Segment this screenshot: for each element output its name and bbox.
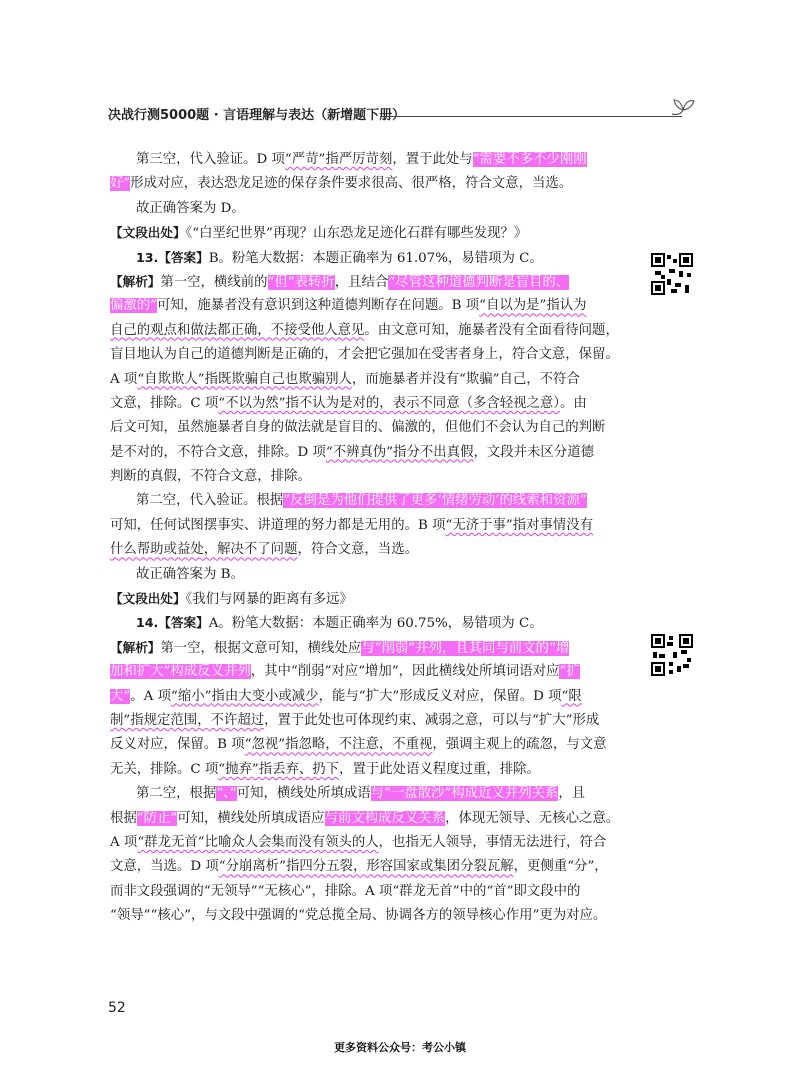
text-span: 可知，横线处所填成语应: [177, 810, 325, 826]
highlighted-text: 好”: [110, 176, 131, 192]
text-span: 是不对的，不符合文意，排除。D 项: [110, 444, 326, 460]
label-text: 14.【答案】: [136, 615, 209, 631]
text-line: [110, 904, 630, 928]
text-line: [110, 514, 630, 538]
text-span: ，能与“扩大”形成反义对应，保留。D 项: [318, 688, 562, 704]
text-span: ，其中“削弱”对应“增加”，因此横线处所填词语对应: [250, 664, 560, 680]
footer-note: 更多资料公众号：考公小镇: [334, 1041, 466, 1054]
text-span: ，且结合: [334, 274, 389, 290]
text-line: [110, 855, 630, 879]
text-line: [110, 343, 630, 367]
text-line: [110, 319, 630, 343]
text-line: [110, 587, 630, 611]
underlined-text: “群龙无首”比喻众人会集而没有领头的人: [137, 834, 379, 850]
text-line: [110, 392, 630, 416]
text-line: [110, 538, 630, 562]
highlighted-text: 大”: [110, 688, 131, 704]
text-span: 故正确答案为 B。: [136, 566, 244, 582]
text-span: ，且: [558, 786, 586, 802]
text-span: 第二空，根据: [136, 786, 217, 802]
text-span: 。由: [560, 395, 587, 411]
text-span: 。由文意可知，施暴者没有全面看待问题，: [364, 322, 619, 338]
underlined-text: “不辨真伪”指分不出真假: [325, 444, 474, 460]
text-span: 第三空，代入验证。D 项: [136, 152, 285, 167]
explanation-body: [110, 148, 630, 929]
text-span: “领导”“核心”，与文段中强调的“党总揽全局、协调各方的领导核心作用”更为对应。: [110, 908, 607, 924]
underlined-text: “自以为是”指认为: [479, 298, 587, 314]
text-line: [110, 294, 630, 318]
text-span: A。粉笔大数据：本题正确率为 60.75%，易错项为 C。: [208, 616, 543, 632]
text-line: [110, 172, 630, 196]
text-span: A 项: [110, 371, 138, 387]
text-line: [110, 733, 630, 757]
text-line: [110, 148, 630, 172]
text-span: 。A 项: [130, 688, 171, 704]
text-span: A 项: [110, 834, 138, 850]
highlighted-text: 加和扩大”构成反义并列: [110, 664, 251, 680]
text-span: 第二空，代入验证。根据: [136, 493, 284, 509]
text-line: [110, 270, 630, 294]
highlighted-text: 与“一盘散沙”构成近义并列关系: [370, 786, 559, 802]
qr-code-icon[interactable]: [651, 253, 693, 295]
text-span: 《我们与网暴的距离有多远》: [185, 592, 353, 608]
text-span: 反义对应，保留。B 项: [110, 737, 245, 753]
sprout-icon: [668, 94, 698, 120]
label-text: 【解析】: [110, 639, 161, 655]
text-span: ，体现无领导、无核心之意。: [445, 810, 620, 826]
text-line: [110, 880, 630, 904]
text-span: 第一空，横线前的: [160, 274, 268, 290]
text-line: [110, 563, 630, 587]
text-span: 判断的真假，不符合文意，排除。: [110, 469, 311, 485]
text-line: [110, 660, 630, 684]
text-span: ，置于此处也可体现约束、减弱之意，可以与“扩大”形成: [264, 712, 600, 728]
text-line: [110, 489, 630, 513]
underlined-text: “自欺欺人”指既欺骗自己也欺骗别人: [137, 371, 352, 387]
underlined-text: “限: [561, 688, 582, 704]
text-line: [110, 758, 630, 782]
highlighted-text: “、”: [216, 786, 237, 802]
label-text: 【解析】: [110, 273, 161, 289]
text-span: ，也指无人领导，事情无法进行，符合: [378, 834, 607, 850]
text-span: 文意，排除。C 项: [110, 395, 219, 411]
underlined-text: “无济于事”指对事情没有: [445, 517, 594, 533]
text-span: ，符合文意，当选。: [297, 542, 418, 558]
text-line: [110, 221, 630, 245]
highlighted-text: 与前文构成反义关系: [324, 810, 446, 826]
underlined-text: 自己的观点和做法都正确，不接受他人意见: [110, 322, 365, 338]
underlined-text: “不以为然”指不认为是对的，表示不同意（多含轻视之意）: [218, 395, 561, 411]
highlighted-text: “反倒是为他们提供了更多‘情绪劳动’的线索和资源”: [283, 493, 587, 509]
underlined-text: “抛弃”指丢弃、扔下: [218, 761, 340, 777]
underlined-text: 什么帮助或益处，解决不了问题: [110, 542, 298, 558]
highlighted-text: “防止”: [136, 810, 178, 826]
text-span: ，更侧重“分”，: [513, 859, 608, 875]
text-line: [110, 709, 630, 733]
text-line: [110, 246, 630, 270]
highlighted-text: “尽管这种道德判断是盲目的、: [388, 274, 570, 290]
text-line: [110, 782, 630, 806]
label-text: 13.【答案】: [136, 249, 209, 265]
text-line: [110, 465, 630, 489]
text-span: 文意，当选。D 项: [110, 859, 219, 875]
label-text: 【文段出处】: [110, 591, 186, 607]
text-span: ，而施暴者并没有“欺骗”自己，不符合: [351, 371, 580, 387]
text-span: 盲目地认为自己的道德判断是正确的，才会把它强加在受害者身上，符合文意，保留。: [110, 347, 619, 363]
text-line: [110, 636, 630, 660]
underlined-text: “严苛”指严厉苛刻: [284, 152, 393, 167]
text-line: [110, 685, 630, 709]
highlighted-text: “但”表转折: [267, 274, 335, 290]
text-line: [110, 807, 630, 831]
text-span: ，强调主观上的疏忽，与文意: [432, 737, 607, 753]
text-line: [110, 416, 630, 440]
text-line: [110, 197, 630, 221]
text-span: ，置于此处语义程度过重，排除。: [339, 761, 540, 777]
header-rule: [380, 116, 682, 117]
underlined-text: 制”指规定范围，不许超过: [110, 712, 265, 728]
text-span: 可知，任何试图摆事实、讲道理的努力都是无用的。B 项: [110, 517, 446, 533]
text-span: 后文可知，虽然施暴者自身的做法就是盲目的、偏激的，但他们不会认为自己的判断: [110, 420, 606, 436]
qr-code-icon[interactable]: [651, 634, 693, 676]
highlighted-text: 偏激的”: [110, 298, 158, 314]
running-header: [108, 104, 708, 126]
text-span: 可知，横线处所填成语: [236, 786, 371, 802]
page-number: 52: [108, 1000, 126, 1016]
book-title: 决战行测5000题 · 言语理解与表达（新增题下册）: [108, 108, 406, 123]
highlighted-text: “需要不多不少刚刚: [472, 152, 587, 167]
text-span: 根据: [110, 810, 137, 826]
text-line: [110, 611, 630, 635]
text-span: 而非文段强调的“无领导”“无核心”，排除。A 项“群龙无首”中的“首”即文段中的: [110, 883, 581, 899]
text-span: B。粉笔大数据：本题正确率为 61.07%，易错项为 C。: [208, 250, 543, 266]
underlined-text: “分崩离析”指四分五裂，形容国家或集团分裂瓦解: [218, 859, 514, 875]
underlined-text: “忽视”指忽略，不注意，不重视: [244, 737, 433, 753]
text-span: 无关，排除。C 项: [110, 761, 219, 777]
highlighted-text: 与“削弱”并列，且其同与前文的“增: [361, 640, 570, 656]
text-span: 《“白垩纪世界”再现？山东恐龙足迹化石群有哪些发现？》: [185, 226, 528, 242]
text-span: 形成对应，表达恐龙足迹的保存条件要求很高、很严格，符合文意，当选。: [130, 176, 573, 192]
text-line: [110, 368, 630, 392]
label-text: 【文段出处】: [110, 225, 186, 241]
text-span: 故正确答案为 D。: [136, 200, 245, 216]
text-line: [110, 831, 630, 855]
text-line: [110, 441, 630, 465]
text-span: 第一空，根据文意可知，横线处应: [160, 640, 362, 656]
text-span: ，置于此处与: [392, 152, 473, 167]
text-span: ，文段并未区分道德: [473, 444, 594, 460]
text-span: 可知，施暴者没有意识到这种道德判断存在问题。B 项: [157, 298, 480, 314]
highlighted-text: “扩: [559, 664, 580, 680]
underlined-text: “缩小”指由大变小或减少: [170, 688, 319, 704]
